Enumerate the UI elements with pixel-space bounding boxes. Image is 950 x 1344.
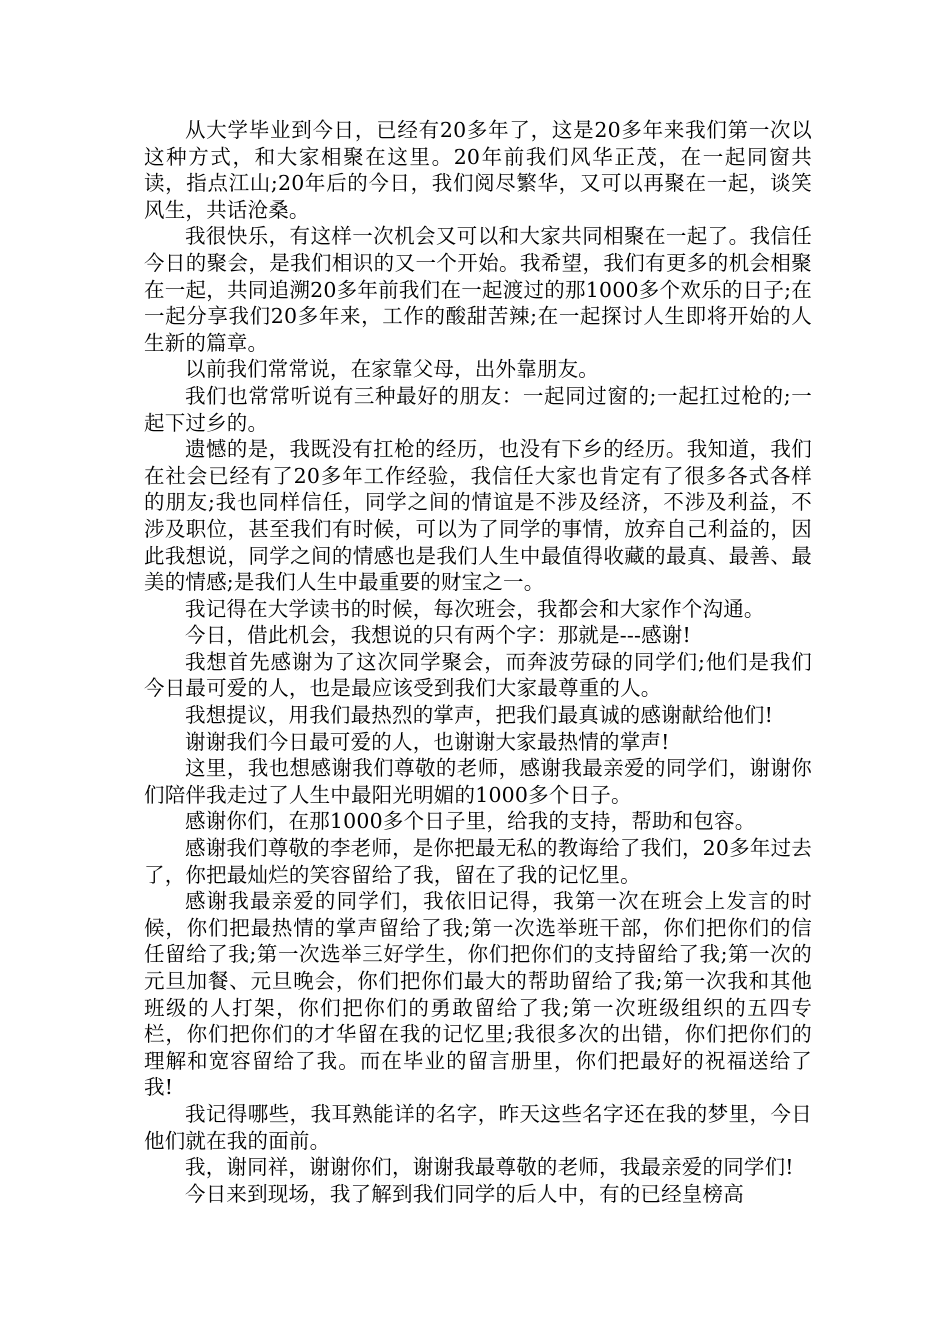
paragraph: 今日来到现场，我了解到我们同学的后人中，有的已经皇榜高 bbox=[185, 1181, 744, 1206]
paragraph: 我想提议，用我们最热烈的掌声，把我们最真诚的感谢献给他们! bbox=[185, 703, 774, 728]
paragraph: 感谢你们，在那1000多个日子里，给我的支持，帮助和包容。 bbox=[185, 809, 756, 834]
paragraph: 遗憾的是，我既没有扛枪的经历，也没有下乡的经历。我知道，我们在社会已经有了20多年工作经验，我信任大家也肯定有了很多各式各样的朋友;我也同样信任，同学之间的情谊是不涉及经济，不涉及利益，不涉及职位，甚至我们有时候，可以为了同学的事情，放弃自己利益的，因此我想说，同学之间的情感也是我们人生中最值得收藏的最真、最善、最美的情感;是我们人生中最重要的财宝之一。 bbox=[144, 437, 812, 595]
paragraph: 我很快乐，有这样一次机会又可以和大家共同相聚在一起了。我信任今日的聚会，是我们相识的又一个开始。我希望，我们有更多的机会相聚在一起，共同追溯20多年前我们在一起渡过的那1000多个欢乐的日子;在一起分享我们20多年来，工作的酸甜苦辣;在一起探讨人生即将开始的人生新的篇章。 bbox=[144, 224, 812, 355]
document-body bbox=[144, 117, 812, 1207]
paragraph: 感谢我最亲爱的同学们，我依旧记得，我第一次在班会上发言的时候，你们把最热情的掌声留给了我;第一次选举班干部，你们把你们的信任留给了我;第一次选举三好学生，你们把你们的支持留给了我;第一次的元旦加餐、元旦晚会，你们把你们最大的帮助留给了我;第一次我和其他班级的人打架，你们把你们的勇敢留给了我;第一次班级组织的五四专栏，你们把你们的才华留在我的记忆里;我很多次的出错，你们把你们的理解和宽容留给了我。而在毕业的留言册里，你们把最好的祝福送给了我! bbox=[144, 889, 812, 1100]
paragraph: 这里，我也想感谢我们尊敬的老师，感谢我最亲爱的同学们，谢谢你们陪伴我走过了人生中最阳光明媚的1000多个日子。 bbox=[144, 756, 812, 807]
paragraph: 我想首先感谢为了这次同学聚会，而奔波劳碌的同学们;他们是我们今日最可爱的人，也是最应该受到我们大家最尊重的人。 bbox=[144, 649, 812, 701]
paragraph: 我们也常常听说有三种最好的朋友：一起同过窗的;一起扛过枪的;一起下过乡的。 bbox=[144, 383, 812, 435]
paragraph: 今日，借此机会，我想说的只有两个字：那就是---感谢! bbox=[185, 623, 691, 648]
paragraph: 我记得在大学读书的时候，每次班会，我都会和大家作个沟通。 bbox=[185, 596, 765, 621]
paragraph: 从大学毕业到今日，已经有20多年了，这是20多年来我们第一次以这种方式，和大家相聚在这里。20年前我们风华正茂，在一起同窗共读，指点江山;20年后的今日，我们阅尽繁华，又可以再聚在一起，谈笑风生，共话沧桑。 bbox=[144, 118, 812, 222]
paragraph: 我，谢同祥，谢谢你们，谢谢我最尊敬的老师，我最亲爱的同学们! bbox=[185, 1155, 794, 1180]
paragraph: 以前我们常常说，在家靠父母，出外靠朋友。 bbox=[185, 357, 599, 382]
paragraph: 感谢我们尊敬的李老师，是你把最无私的教诲给了我们，20多年过去了，你把最灿烂的笑容留给了我，留在了我的记忆里。 bbox=[144, 836, 812, 887]
paragraph: 我记得哪些，我耳熟能详的名字，昨天这些名字还在我的梦里，今日他们就在我的面前。 bbox=[144, 1101, 812, 1153]
paragraph: 谢谢我们今日最可爱的人，也谢谢大家最热情的掌声! bbox=[185, 729, 670, 754]
